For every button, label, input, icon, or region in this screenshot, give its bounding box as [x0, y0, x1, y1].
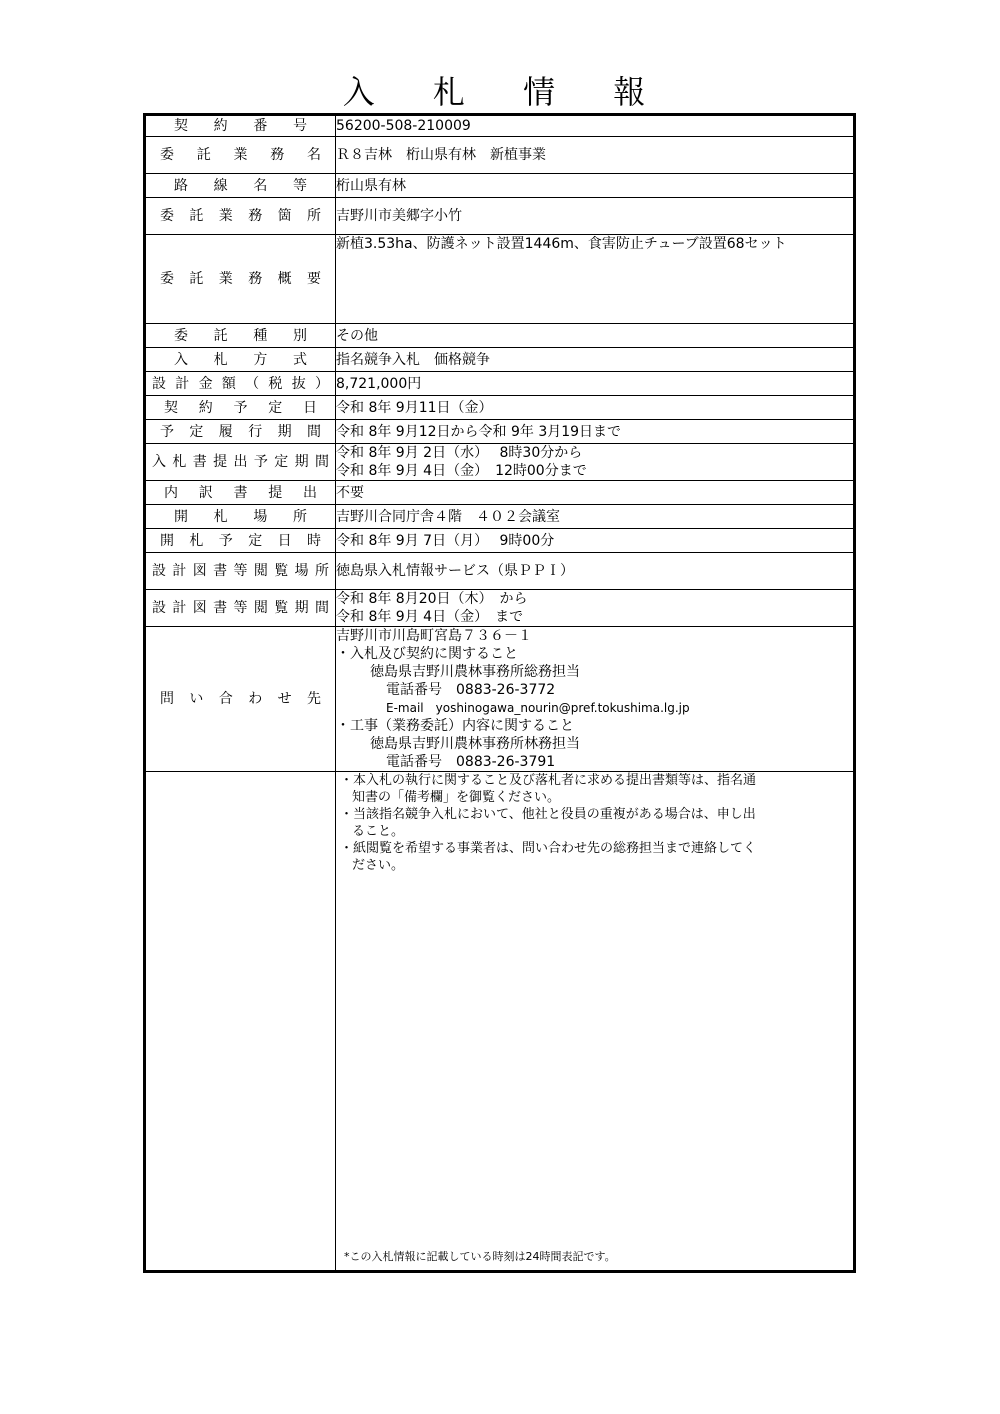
label-work-summary: 委託業務概要	[160, 271, 321, 287]
note-3a: ・紙閲覧を希望する事業者は、問い合わせ先の総務担当まで連絡してく	[340, 841, 757, 856]
value-opening-datetime: 令和 8年 9月 7日（月） 9時00分	[336, 529, 855, 553]
label-work-name: 委託業務名	[160, 147, 321, 163]
row-work-summary	[145, 235, 855, 324]
footnote-time-format: *この入札情報に記載している時刻は24時間表記です。	[344, 1250, 616, 1263]
value-submission-end: 令和 8年 9月 4日（金） 12時00分まで	[336, 463, 587, 479]
value-doc-period-start: 令和 8年 8月20日（木） から	[336, 591, 528, 607]
row-work-location	[145, 198, 855, 235]
row-doc-place	[145, 553, 855, 590]
row-work-name	[145, 137, 855, 174]
label-breakdown: 内訳書提出	[164, 484, 317, 501]
contact-tel-general: 電話番号 0883-26-3772	[386, 682, 556, 698]
label-route-name: 路線名等	[174, 177, 307, 194]
value-design-amount: 8,721,000円	[336, 372, 855, 396]
note-1b: 知書の「備考欄」を御覧ください。	[352, 790, 561, 805]
value-contract-type: その他	[336, 324, 855, 348]
label-contract-date: 契約予定日	[164, 399, 317, 416]
value-doc-period-end: 令和 8年 9月 4日（金） まで	[336, 609, 524, 625]
row-bid-method	[145, 348, 855, 372]
label-opening-place: 開札場所	[174, 508, 307, 525]
label-opening-datetime: 開札予定日時	[160, 532, 321, 549]
value-work-summary: 新植3.53ha、防護ネット設置1446m、食害防止チューブ設置68セット	[336, 235, 855, 324]
row-doc-period	[145, 590, 855, 627]
label-contact: 問い合わせ先	[160, 691, 321, 707]
label-performance-period: 予定履行期間	[160, 423, 321, 440]
value-work-location: 吉野川市美郷字小竹	[336, 198, 855, 235]
value-submission-start: 令和 8年 9月 2日（水） 8時30分から	[336, 445, 583, 461]
contact-tel-forestry: 電話番号 0883-26-3791	[386, 754, 556, 770]
contact-item-work: ・工事（業務委託）内容に関すること	[336, 718, 574, 734]
row-route-name	[145, 174, 855, 198]
row-breakdown	[145, 481, 855, 505]
row-contract-no	[145, 115, 855, 137]
row-contract-type	[145, 324, 855, 348]
label-work-location: 委託業務箇所	[160, 208, 321, 224]
value-breakdown: 不要	[336, 481, 855, 505]
value-performance-period: 令和 8年 9月12日から令和 9年 3月19日まで	[336, 420, 855, 444]
label-contract-no: 契約番号	[174, 118, 307, 134]
note-1a: ・本入札の執行に関すること及び落札者に求める提出書類等は、指名通	[340, 773, 757, 788]
row-contract-date	[145, 396, 855, 420]
contact-email: E-mail yoshinogawa_nourin@pref.tokushima.lg.jp	[386, 701, 690, 715]
value-route-name: 桁山県有林	[336, 174, 855, 198]
value-contract-no: 56200-508-210009	[336, 115, 855, 137]
value-opening-place: 吉野川合同庁舎４階 ４０２会議室	[336, 505, 855, 529]
note-2b: ること。	[352, 824, 405, 839]
row-opening-place	[145, 505, 855, 529]
notes-label-cell	[145, 772, 336, 1272]
label-submission-period: 入札書提出予定期間	[152, 454, 329, 470]
note-3b: ださい。	[352, 858, 405, 873]
bid-info-table	[143, 113, 856, 1273]
row-design-amount	[145, 372, 855, 396]
value-doc-place: 徳島県入札情報サービス（県ＰＰＩ）	[336, 553, 855, 590]
page-title: 入 札 情 報	[342, 73, 670, 111]
notes-cell	[336, 772, 855, 1272]
note-2a: ・当該指名競争入札において、他社と役員の重複がある場合は、申し出	[340, 807, 756, 822]
value-contract-date: 令和 8年 9月11日（金）	[336, 396, 855, 420]
row-contact	[145, 627, 855, 772]
label-doc-period: 設計図書等閲覧期間	[152, 600, 329, 616]
contact-address: 吉野川市川島町宮島７３６－１	[336, 628, 532, 644]
row-submission-period	[145, 444, 855, 481]
contact-office-forestry: 徳島県吉野川農林事務所林務担当	[370, 736, 580, 752]
label-design-amount: 設計金額（税抜）	[152, 375, 329, 392]
contact-item-bid: ・入札及び契約に関すること	[336, 646, 518, 662]
row-performance-period	[145, 420, 855, 444]
label-bid-method: 入札方式	[174, 351, 307, 368]
contact-office-general: 徳島県吉野川農林事務所総務担当	[370, 664, 580, 680]
row-notes	[145, 772, 855, 1272]
label-contract-type: 委託種別	[174, 327, 307, 344]
value-bid-method: 指名競争入札 価格競争	[336, 348, 855, 372]
label-doc-place: 設計図書等閲覧場所	[152, 563, 329, 579]
row-opening-datetime	[145, 529, 855, 553]
value-work-name: Ｒ８吉林 桁山県有林 新植事業	[336, 137, 855, 174]
